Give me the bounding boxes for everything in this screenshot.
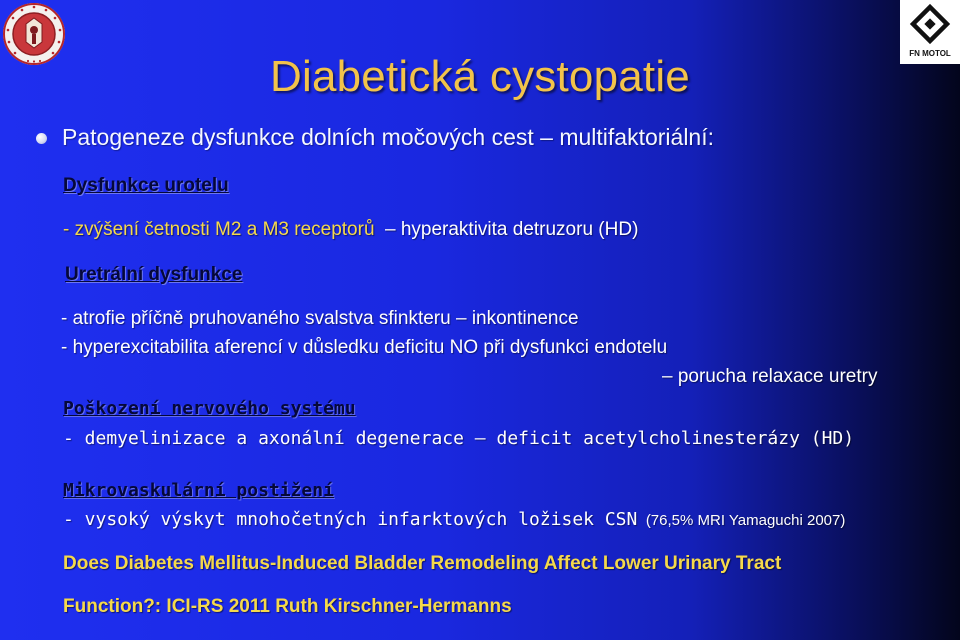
urothel-line	[63, 219, 638, 241]
urethral-line-3: – porucha relaxace uretry	[662, 366, 878, 387]
bullet-icon	[36, 133, 47, 144]
microvascular-text: - vysoký výskyt mnohočetných infarktových ložisek CSN	[63, 509, 638, 530]
heading-urothel-dysfunction: Dysfunkce urotelu	[63, 175, 229, 196]
urethral-line-2: - hyperexcitabilita aferencí v důsledku deficitu NO při dysfunkci endotelu	[61, 337, 668, 358]
microvascular-citation: (76,5% MRI Yamaguchi 2007)	[645, 512, 846, 529]
fn-motol-logo-text: FN MOTOL	[909, 49, 951, 58]
urothel-detrusor-text: – hyperaktivita detruzoru (HD)	[384, 219, 639, 240]
nerve-line-1: - demyelinizace a axonální degenerace – deficit acetylcholinesterázy (HD)	[63, 428, 855, 449]
main-bullet-text: Patogeneze dysfunkce dolních močových cest – multifaktoriální:	[62, 124, 715, 150]
urothel-receptors-text: - zvýšení četnosti M2 a M3 receptorů	[63, 219, 375, 240]
reference-line-2: Function?: ICI-RS 2011 Ruth Kirschner-Hermanns	[63, 596, 512, 617]
urethral-line-1: - atrofie příčně pruhovaného svalstva sfinkteru – inkontinence	[61, 308, 579, 329]
heading-nerve-damage: Poškození nervového systému	[63, 398, 356, 419]
heading-microvascular: Mikrovaskulární postižení	[63, 480, 334, 501]
microvascular-line	[63, 509, 845, 530]
reference-line-1: Does Diabetes Mellitus-Induced Bladder Remodeling Affect Lower Urinary Tract	[63, 553, 782, 574]
slide-title: Diabetická cystopatie	[270, 52, 690, 101]
heading-urethral-dysfunction: Uretrální dysfunkce	[65, 264, 243, 285]
